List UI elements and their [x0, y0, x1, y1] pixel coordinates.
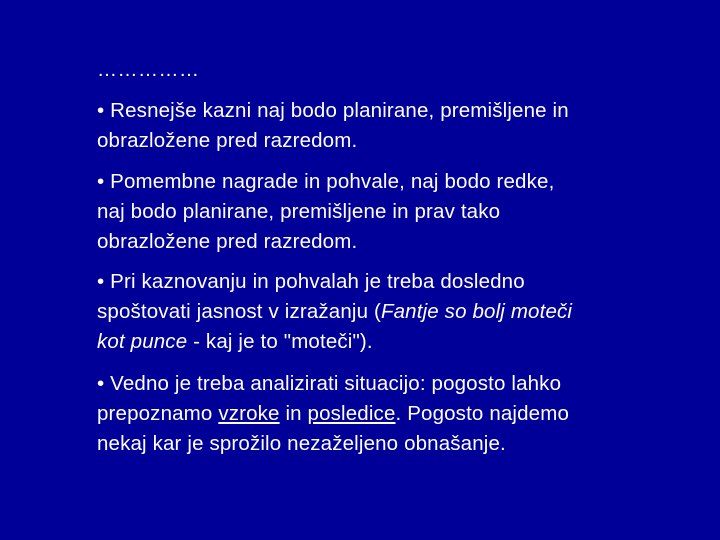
bullet-paragraph-1: [97, 96, 677, 156]
p3-line-1: • Pri kaznovanju in pohvalah je treba dosledno: [97, 270, 525, 293]
underlined-word-posledice: posledice: [307, 402, 396, 425]
p3-line-3-end: - kaj je to "moteči").: [187, 330, 373, 353]
ellipsis-heading: ……………: [97, 59, 200, 81]
p4-line-1: • Vedno je treba analizirati situacijo: pogosto lahko: [97, 372, 562, 395]
p3-line-3-italic: kot punce: [97, 330, 188, 353]
p4-line-2-start: prepoznamo: [97, 402, 219, 425]
underlined-word-vzroke: vzroke: [218, 402, 280, 425]
p4-line-3: nekaj kar je sprožilo nezaželjeno obnašanje.: [97, 432, 506, 455]
p3-line-2-start: spoštovati jasnost v izražanju (: [97, 300, 381, 323]
bullet-paragraph-4: [97, 369, 677, 459]
bullet-paragraph-2: [97, 167, 677, 257]
p2-line-3: obrazložene pred razredom.: [97, 230, 358, 253]
p3-line-2-italic: Fantje so bolj moteči: [380, 300, 573, 323]
bullet-paragraph-3: [97, 267, 677, 357]
p4-line-2-mid: in: [279, 402, 308, 425]
p1-line-2: obrazložene pred razredom.: [97, 129, 358, 152]
p1-line-1: • Resnejše kazni naj bodo planirane, premišljene in: [97, 99, 569, 122]
p2-line-1: • Pomembne nagrade in pohvale, naj bodo redke,: [97, 170, 555, 193]
p2-line-2: naj bodo planirane, premišljene in prav tako: [97, 200, 501, 223]
p4-line-2-end: . Pogosto najdemo: [395, 402, 570, 425]
